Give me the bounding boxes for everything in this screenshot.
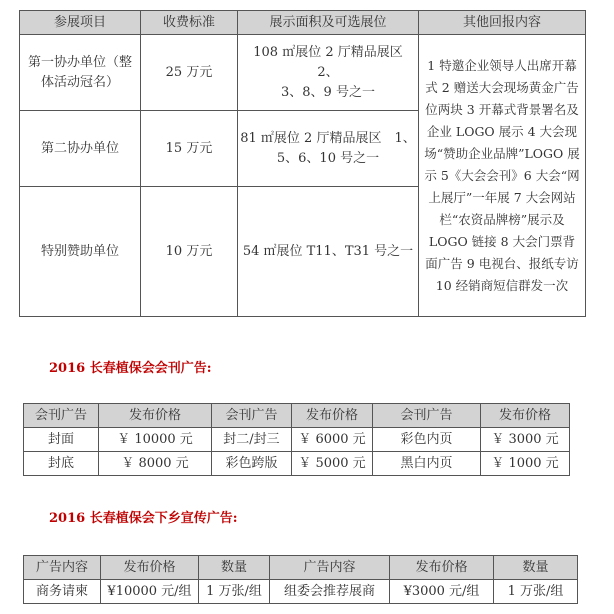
header-cell: 数量: [494, 556, 578, 580]
table-row: [24, 452, 570, 476]
rural-ads-title: 2016 长春植保会下乡宣传广告:: [49, 511, 238, 526]
header-cell: 收费标准: [141, 11, 238, 35]
fee-cell: 15 万元: [141, 111, 238, 187]
table-cell: ￥ 1000 元: [481, 452, 570, 476]
area-line: 108 ㎡展位 2 厅精品展区 2、: [253, 44, 416, 80]
table-cell: ¥3000 元/组: [390, 580, 494, 604]
table-cell: 封面: [24, 428, 99, 452]
table-header-row: [24, 404, 570, 428]
header-cell: 数量: [199, 556, 270, 580]
area-cell: [238, 35, 419, 111]
table-cell: ￥ 10000 元: [99, 428, 212, 452]
area-cell: [238, 187, 419, 317]
area-line: 54 ㎡展位 T11、T31 号之一: [242, 243, 414, 259]
header-cell: 参展项目: [20, 11, 141, 35]
table-cell: 1 万张/组: [199, 580, 270, 604]
table-cell: ￥ 6000 元: [292, 428, 373, 452]
header-cell: 会刊广告: [212, 404, 292, 428]
header-cell: 发布价格: [481, 404, 570, 428]
header-cell: 发布价格: [390, 556, 494, 580]
area-cell: [238, 111, 419, 187]
table-cell: 商务请柬: [24, 580, 101, 604]
header-cell: 广告内容: [24, 556, 101, 580]
header-cell: 展示面积及可选展位: [238, 11, 419, 35]
journal-ads-title: 2016 长春植保会会刊广告:: [49, 361, 212, 376]
table-cell: ¥10000 元/组: [101, 580, 199, 604]
fee-cell: 10 万元: [141, 187, 238, 317]
table-row: [20, 35, 586, 111]
table-cell: 封二/封三: [212, 428, 292, 452]
table-cell: 彩色跨版: [212, 452, 292, 476]
rural-ads-table: [23, 555, 578, 604]
table-cell: 黑白内页: [373, 452, 481, 476]
area-line: 5、6、10 号之一: [276, 150, 380, 166]
header-cell: 广告内容: [270, 556, 390, 580]
table-header-row: [24, 556, 578, 580]
table-cell: ￥ 3000 元: [481, 428, 570, 452]
area-line: 3、8、9 号之一: [281, 84, 375, 100]
header-cell: 发布价格: [101, 556, 199, 580]
table-cell: 封底: [24, 452, 99, 476]
table-cell: 1 万张/组: [494, 580, 578, 604]
item-cell: 特别赞助单位: [20, 187, 141, 317]
header-cell: 会刊广告: [373, 404, 481, 428]
header-cell: 发布价格: [99, 404, 212, 428]
journal-ads-table: [23, 403, 570, 476]
item-cell: 第一协办单位（整体活动冠名）: [20, 35, 141, 111]
table-row: [24, 428, 570, 452]
other-returns-cell: 1 特邀企业领导人出席开幕式 2 赠送大会现场黄金广告位两块 3 开幕式背景署名及企业 LOGO 展示 4 大会现场“赞助企业品牌”LOGO 展示 5《大会会刊》6 大会“网上展厅”一年展 7 大会网站栏“农资品牌榜”展示及 LOGO 链接 8 大会门票背面广告 9 电视台、报纸专访 10 经销商短信群发一次: [419, 35, 586, 317]
sponsorship-table: [19, 10, 586, 317]
header-cell: 发布价格: [292, 404, 373, 428]
fee-cell: 25 万元: [141, 35, 238, 111]
table-header-row: [20, 11, 586, 35]
table-cell: 彩色内页: [373, 428, 481, 452]
table-cell: 组委会推荐展商: [270, 580, 390, 604]
header-cell: 会刊广告: [24, 404, 99, 428]
header-cell: 其他回报内容: [419, 11, 586, 35]
table-row: [24, 580, 578, 604]
item-cell: 第二协办单位: [20, 111, 141, 187]
table-cell: ￥ 8000 元: [99, 452, 212, 476]
area-line: 81 ㎡展位 2 厅精品展区 1、: [240, 130, 416, 146]
table-cell: ￥ 5000 元: [292, 452, 373, 476]
